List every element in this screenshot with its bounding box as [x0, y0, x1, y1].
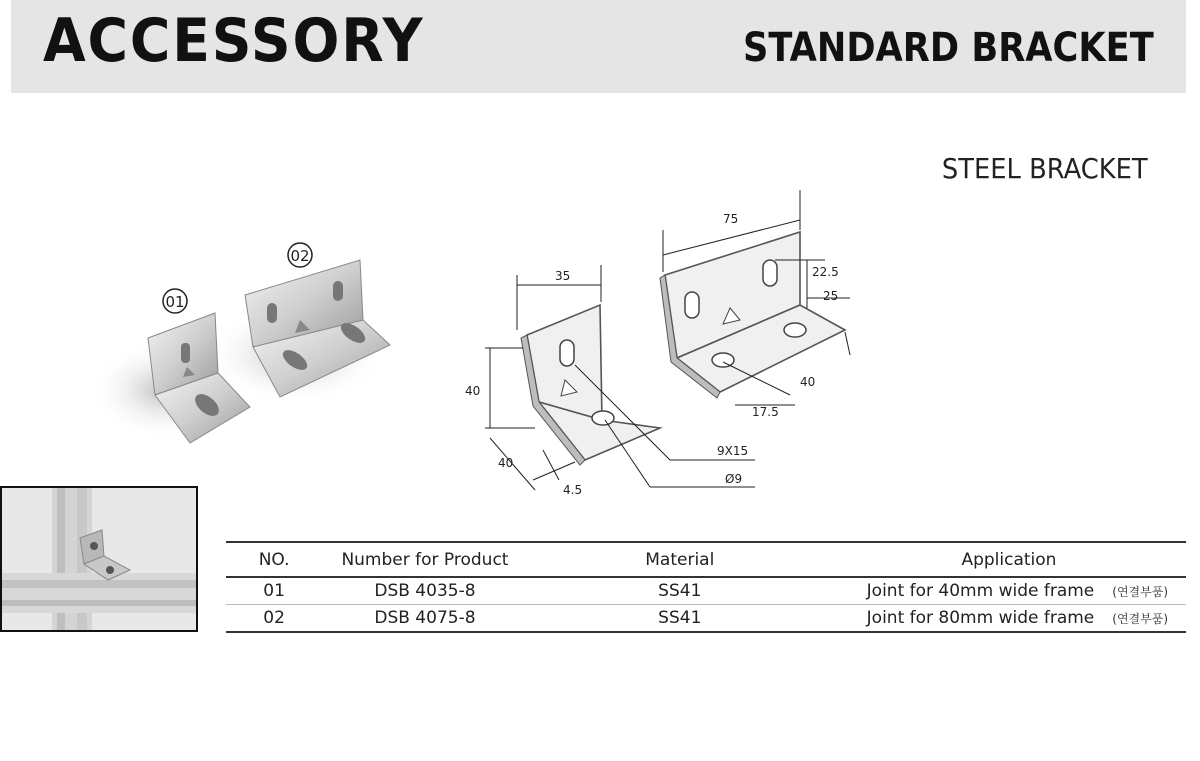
cell-material: SS41 — [528, 577, 832, 605]
application-text: Joint for 80mm wide frame — [866, 608, 1095, 628]
technical-drawing — [455, 180, 865, 510]
category-title: ACCESSORY — [43, 6, 425, 76]
col-product: Number for Product — [322, 542, 527, 577]
dim-small-thickness: 4.5 — [563, 483, 583, 497]
cell-no: 02 — [226, 605, 322, 633]
application-photo — [0, 486, 198, 632]
col-no: NO. — [226, 542, 322, 577]
large-bracket-drawing — [660, 190, 850, 405]
product-line-title: STANDARD BRACKET — [743, 25, 1154, 71]
dim-large-width: 75 — [723, 212, 739, 226]
table-row — [226, 577, 1186, 605]
table-header-row — [226, 542, 1186, 577]
label-01: 01 — [165, 293, 185, 311]
label-02-badge — [288, 243, 312, 267]
dim-slot: 9X15 — [717, 444, 749, 458]
application-note: (연결부품) — [1112, 585, 1168, 599]
label-01-badge — [163, 289, 187, 313]
application-text: Joint for 40mm wide frame — [866, 581, 1095, 601]
dim-large-hole-offset: 17.5 — [752, 405, 779, 419]
dim-small-height: 40 — [465, 384, 481, 398]
dim-hole: Ø9 — [725, 472, 743, 486]
col-application: Application — [832, 542, 1186, 577]
cell-no: 01 — [226, 577, 322, 605]
product-photo — [95, 225, 395, 465]
cell-product: DSB 4075-8 — [322, 605, 527, 633]
spec-table — [226, 541, 1186, 633]
cell-material: SS41 — [528, 605, 832, 633]
dim-small-width: 35 — [555, 269, 571, 283]
dim-large-slot-offset: 22.5 — [812, 265, 839, 279]
dim-small-depth: 40 — [498, 456, 514, 470]
dim-large-depth: 40 — [800, 375, 816, 389]
section-subtitle: STEEL BRACKET — [942, 152, 1148, 185]
col-material: Material — [528, 542, 832, 577]
label-02: 02 — [290, 247, 310, 265]
dim-large-edge: 25 — [823, 289, 839, 303]
cell-application — [832, 605, 1186, 633]
cell-application — [832, 577, 1186, 605]
table-row — [226, 605, 1186, 633]
application-note: (연결부품) — [1112, 612, 1168, 626]
header-bar — [11, 0, 1186, 93]
cell-product: DSB 4035-8 — [322, 577, 527, 605]
